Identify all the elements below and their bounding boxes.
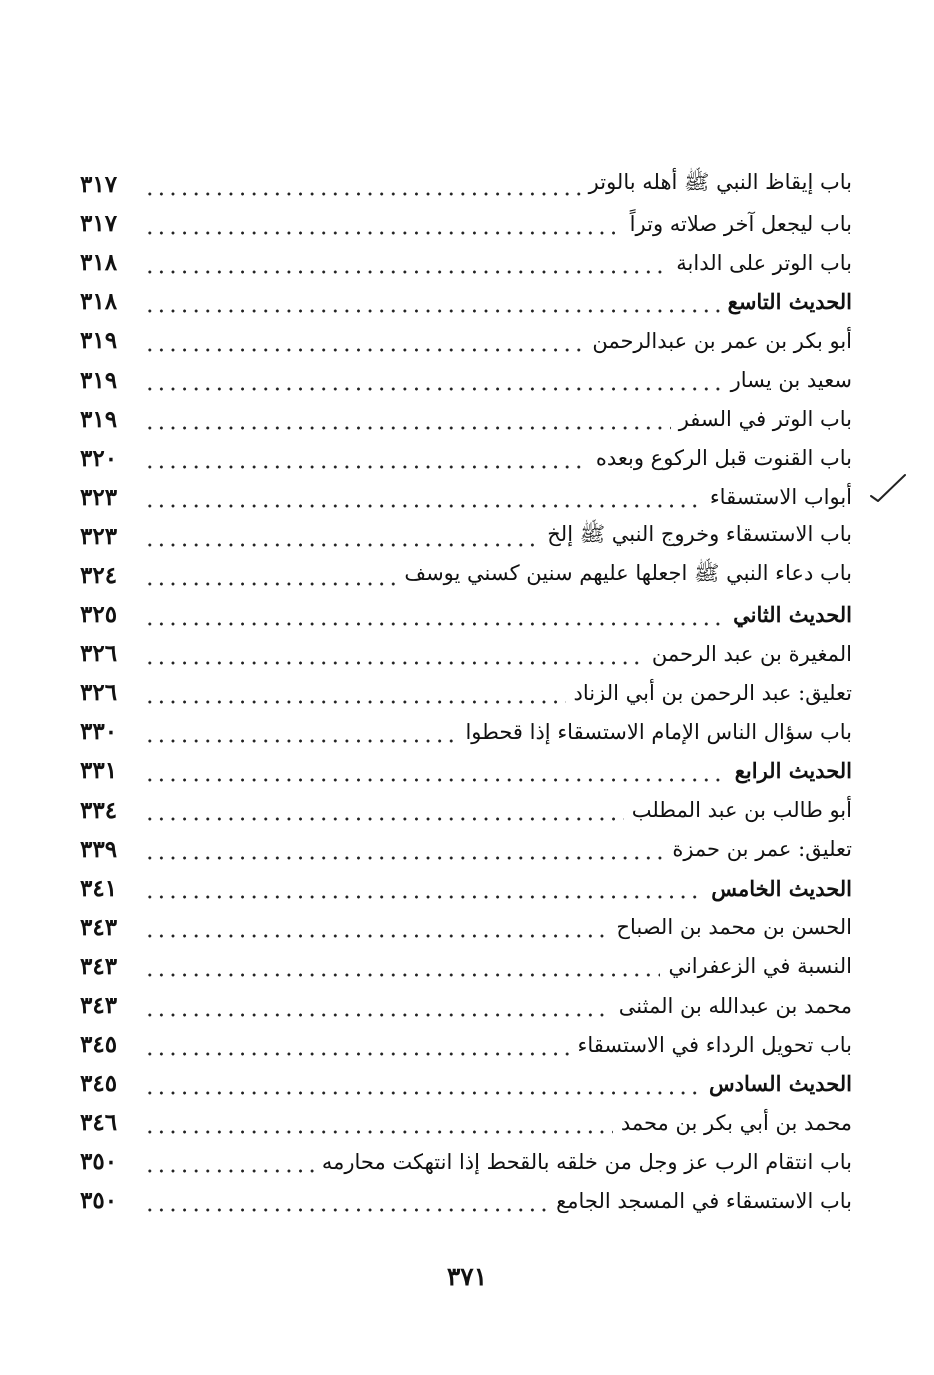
dot-leader xyxy=(144,524,539,548)
toc-entry xyxy=(80,947,852,986)
toc-entry-title: أبو بكر بن عمر بن عبدالرحمن xyxy=(592,328,852,353)
toc-page-number: ٣٣٩ xyxy=(80,835,118,863)
dot-leader xyxy=(144,212,622,236)
dot-leader xyxy=(144,876,703,900)
toc-entry-title: سعيد بن يسار xyxy=(730,368,852,393)
toc-page-number: ٣٤٥ xyxy=(80,1031,118,1059)
toc-page-number: ٣٣١ xyxy=(80,757,118,785)
toc-entry xyxy=(80,1064,852,1103)
toc-page-number: ٣١٧ xyxy=(80,210,118,238)
toc-page-number: ٣٢٣ xyxy=(80,522,118,550)
dot-leader xyxy=(144,563,396,587)
toc-page-number: ٣٣٠ xyxy=(80,718,118,746)
toc-page-number: ٣٤١ xyxy=(80,874,118,902)
toc-section-heading: الحديث التاسع xyxy=(727,289,852,315)
toc-entry xyxy=(80,634,852,673)
dot-leader xyxy=(144,1033,569,1057)
toc-entry-title: باب القنوت قبل الركوع وبعده xyxy=(595,446,852,471)
toc-page-number: ٣٤٣ xyxy=(80,992,118,1020)
toc-entry xyxy=(80,360,852,399)
dot-leader xyxy=(144,603,725,627)
toc-entry xyxy=(80,1103,852,1142)
dot-leader xyxy=(144,759,727,783)
toc-entry xyxy=(80,204,852,243)
toc-page-number: ٣١٩ xyxy=(80,366,118,394)
toc-page-number: ٣١٨ xyxy=(80,249,118,277)
toc-entry xyxy=(80,869,852,908)
toc-page-number: ٣٤٣ xyxy=(80,913,118,941)
dot-leader xyxy=(144,173,581,197)
toc-entry-title: باب الوتر في السفر xyxy=(678,407,852,432)
toc-entry-title: باب تحويل الرداء في الاستسقاء xyxy=(577,1032,852,1057)
toc-page-number: ٣٢٤ xyxy=(80,561,118,589)
toc-entry xyxy=(80,165,852,204)
toc-entry xyxy=(80,321,852,360)
toc-entry-title: باب انتقام الرب عز وجل من خلقه بالقحط إذا انتهكت محارمه xyxy=(321,1149,852,1174)
toc-entry xyxy=(80,1142,852,1181)
dot-leader xyxy=(144,1072,701,1096)
dot-leader xyxy=(144,798,624,822)
toc-entry xyxy=(80,478,852,517)
toc-entry-title: باب الاستسقاء في المسجد الجامع xyxy=(556,1188,852,1213)
toc-entry xyxy=(80,439,852,478)
toc-page-number: ٣١٩ xyxy=(80,327,118,355)
toc-entry-title: أبواب الاستسقاء xyxy=(709,485,852,510)
toc-entry xyxy=(80,908,852,947)
dot-leader xyxy=(144,954,660,978)
dot-leader xyxy=(144,681,566,705)
toc-page-number: ٣٢٣ xyxy=(80,483,118,511)
toc-entry xyxy=(80,1025,852,1064)
toc-entry xyxy=(80,712,852,751)
toc-entry-title: المغيرة بن عبد الرحمن xyxy=(651,641,852,666)
check-mark-icon xyxy=(868,470,908,510)
toc-entry-title: أبو طالب بن عبد المطلب xyxy=(631,798,852,823)
toc-entry xyxy=(80,791,852,830)
dot-leader xyxy=(144,485,702,509)
toc-entry-title: الحسن بن محمد بن الصباح xyxy=(616,915,852,940)
dot-leader xyxy=(144,837,664,861)
toc-entry-title: باب سؤال الناس الإمام الاستسقاء إذا قحطوا xyxy=(465,719,852,744)
toc-page-number: ٣١٨ xyxy=(80,288,118,316)
toc-page-number: ٣٤٦ xyxy=(80,1109,118,1137)
toc-section-heading: الحديث الخامس xyxy=(711,875,852,901)
toc-page-number: ٣١٩ xyxy=(80,405,118,433)
toc-section-heading: الحديث السادس xyxy=(709,1071,852,1097)
toc-entry xyxy=(80,243,852,282)
toc-page-number: ٣٢٥ xyxy=(80,601,118,629)
toc-page-number: ٣٢٠ xyxy=(80,444,118,472)
dot-leader xyxy=(144,446,588,470)
dot-leader xyxy=(144,1189,548,1213)
table-of-contents xyxy=(80,165,852,1221)
toc-entry xyxy=(80,1181,852,1220)
toc-entry-title: باب دعاء النبي ﷺ اجعلها عليهم سنين كسني يوسف xyxy=(404,560,852,585)
toc-section-heading: الحديث الرابع xyxy=(734,758,852,784)
toc-page-number: ٣٢٦ xyxy=(80,640,118,668)
toc-entry xyxy=(80,282,852,321)
dot-leader xyxy=(144,720,457,744)
toc-entry xyxy=(80,751,852,790)
dot-leader xyxy=(144,251,668,275)
toc-entry xyxy=(80,556,852,595)
toc-entry xyxy=(80,830,852,869)
toc-entry xyxy=(80,673,852,712)
toc-section-heading: الحديث الثاني xyxy=(733,602,852,628)
toc-entry-title: محمد بن عبدالله بن المثنى xyxy=(618,993,852,1018)
dot-leader xyxy=(144,915,608,939)
toc-entry-title: باب الاستسقاء وخروج النبي ﷺ إلخ xyxy=(547,521,852,546)
dot-leader xyxy=(144,290,720,314)
dot-leader xyxy=(144,994,611,1018)
dot-leader xyxy=(144,407,671,431)
page-number: ٣٧١ xyxy=(446,1262,488,1291)
toc-entry xyxy=(80,400,852,439)
toc-entry xyxy=(80,517,852,556)
toc-entry xyxy=(80,595,852,634)
toc-page-number: ٣٢٦ xyxy=(80,679,118,707)
dot-leader xyxy=(144,642,644,666)
toc-entry-title: باب إيقاظ النبي ﷺ أهله بالوتر xyxy=(588,170,852,195)
toc-page-number: ٣٥٠ xyxy=(80,1148,118,1176)
toc-entry-title: تعليق: عبد الرحمن بن أبي الزناد xyxy=(573,680,852,705)
toc-entry-title: باب الوتر على الدابة xyxy=(676,250,852,275)
toc-page-number: ٣٣٤ xyxy=(80,796,118,824)
toc-page-number: ٣٤٣ xyxy=(80,952,118,980)
dot-leader xyxy=(144,368,723,392)
toc-entry-title: محمد بن أبي بكر بن محمد xyxy=(620,1110,852,1135)
toc-entry-title: باب ليجعل آخر صلاته وتراً xyxy=(629,211,852,236)
dot-leader xyxy=(144,329,584,353)
toc-entry-title: النسبة في الزعفراني xyxy=(668,954,852,979)
toc-entry-title: تعليق: عمر بن حمزة xyxy=(672,837,852,862)
dot-leader xyxy=(144,1111,613,1135)
toc-page-number: ٣١٧ xyxy=(80,171,118,199)
toc-page-number: ٣٤٥ xyxy=(80,1070,118,1098)
toc-page-number: ٣٥٠ xyxy=(80,1187,118,1215)
toc-entry xyxy=(80,986,852,1025)
dot-leader xyxy=(144,1150,314,1174)
